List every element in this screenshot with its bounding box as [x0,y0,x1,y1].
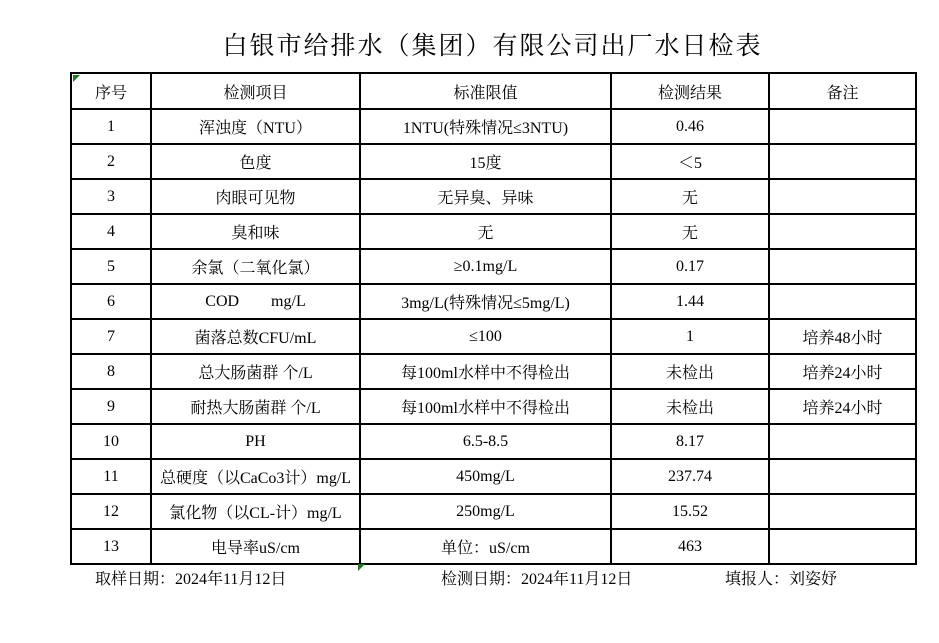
cell-no: 4 [71,214,151,249]
table-header-row [71,73,916,109]
cell-note [769,529,916,564]
cell-note [769,249,916,284]
header-note: 备注 [769,73,916,109]
cell-note [769,109,916,144]
cell-result: 0.46 [611,109,769,144]
footer [0,566,939,590]
table-row [71,424,916,459]
test-date: 检测日期：2024年11月12日 [441,571,633,588]
cell-standard: 3mg/L(特殊情况≤5mg/L) [360,284,611,319]
header-no: 序号 [71,73,151,109]
cell-result: 未检出 [611,389,769,424]
cell-no: 12 [71,494,151,529]
cell-note [769,144,916,179]
cell-note [769,284,916,319]
cell-no: 2 [71,144,151,179]
sampling-date: 取样日期：2024年11月12日 [95,571,287,588]
table-row [71,249,916,284]
cell-result: 未检出 [611,354,769,389]
cell-note [769,459,916,494]
header-result: 检测结果 [611,73,769,109]
cell-no: 5 [71,249,151,284]
cell-standard: 无 [360,214,611,249]
cell-standard: 15度 [360,144,611,179]
cell-result: 237.74 [611,459,769,494]
cell-item: 浑浊度（NTU） [151,109,360,144]
cell-item: 色度 [151,144,360,179]
cell-standard: 6.5-8.5 [360,424,611,459]
page-title: 白银市给排水（集团）有限公司出厂水日检表 [222,33,763,60]
table-row [71,144,916,179]
table-row [71,109,916,144]
cell-standard: ≤100 [360,319,611,354]
header-item: 检测项目 [151,73,360,109]
cell-item: 肉眼可见物 [151,179,360,214]
cell-item: PH [151,424,360,459]
cell-no: 11 [71,459,151,494]
daily-inspection-table [70,72,917,565]
cell-error-indicator-icon [73,75,80,82]
table-row [71,389,916,424]
cell-standard: 每100ml水样中不得检出 [360,389,611,424]
table-row [71,179,916,214]
cell-result: 无 [611,179,769,214]
cell-standard: 无异臭、异味 [360,179,611,214]
cell-result: 1.44 [611,284,769,319]
reporter: 填报人：刘姿妤 [725,571,838,588]
table-row [71,214,916,249]
cell-note [769,214,916,249]
cell-no: 8 [71,354,151,389]
cell-result: 无 [611,214,769,249]
cell-item: 菌落总数CFU/mL [151,319,360,354]
table-row [71,494,916,529]
cell-no: 3 [71,179,151,214]
cell-result: ＜5 [611,144,769,179]
table-row [71,459,916,494]
table-row [71,284,916,319]
cell-standard: 1NTU(特殊情况≤3NTU) [360,109,611,144]
cell-result: 0.17 [611,249,769,284]
table-row [71,319,916,354]
cell-note [769,179,916,214]
cell-no: 10 [71,424,151,459]
cell-item: 总大肠菌群 个/L [151,354,360,389]
cell-item: 总硬度（以CaCo3计）mg/L [151,459,360,494]
cell-no: 7 [71,319,151,354]
cell-item: 电导率uS/cm [151,529,360,564]
cell-standard: 单位：uS/cm [360,529,611,564]
cell-note: 培养24小时 [769,389,916,424]
cell-standard: 450mg/L [360,459,611,494]
cell-result: 15.52 [611,494,769,529]
cell-note [769,424,916,459]
cell-note: 培养24小时 [769,354,916,389]
cell-note [769,494,916,529]
cell-item: 臭和味 [151,214,360,249]
cell-item: 余氯（二氧化氯） [151,249,360,284]
cell-note: 培养48小时 [769,319,916,354]
cell-item: 耐热大肠菌群 个/L [151,389,360,424]
cell-no: 13 [71,529,151,564]
table-row [71,529,916,564]
cell-standard: ≥0.1mg/L [360,249,611,284]
cell-item: COD mg/L [151,284,360,319]
cell-result: 8.17 [611,424,769,459]
cell-result: 1 [611,319,769,354]
cell-item: 氯化物（以CL-计）mg/L [151,494,360,529]
cell-standard: 每100ml水样中不得检出 [360,354,611,389]
table-row [71,354,916,389]
header-standard: 标准限值 [360,73,611,109]
cell-standard: 250mg/L [360,494,611,529]
cell-no: 6 [71,284,151,319]
cell-no: 1 [71,109,151,144]
cell-result: 463 [611,529,769,564]
cell-no: 9 [71,389,151,424]
